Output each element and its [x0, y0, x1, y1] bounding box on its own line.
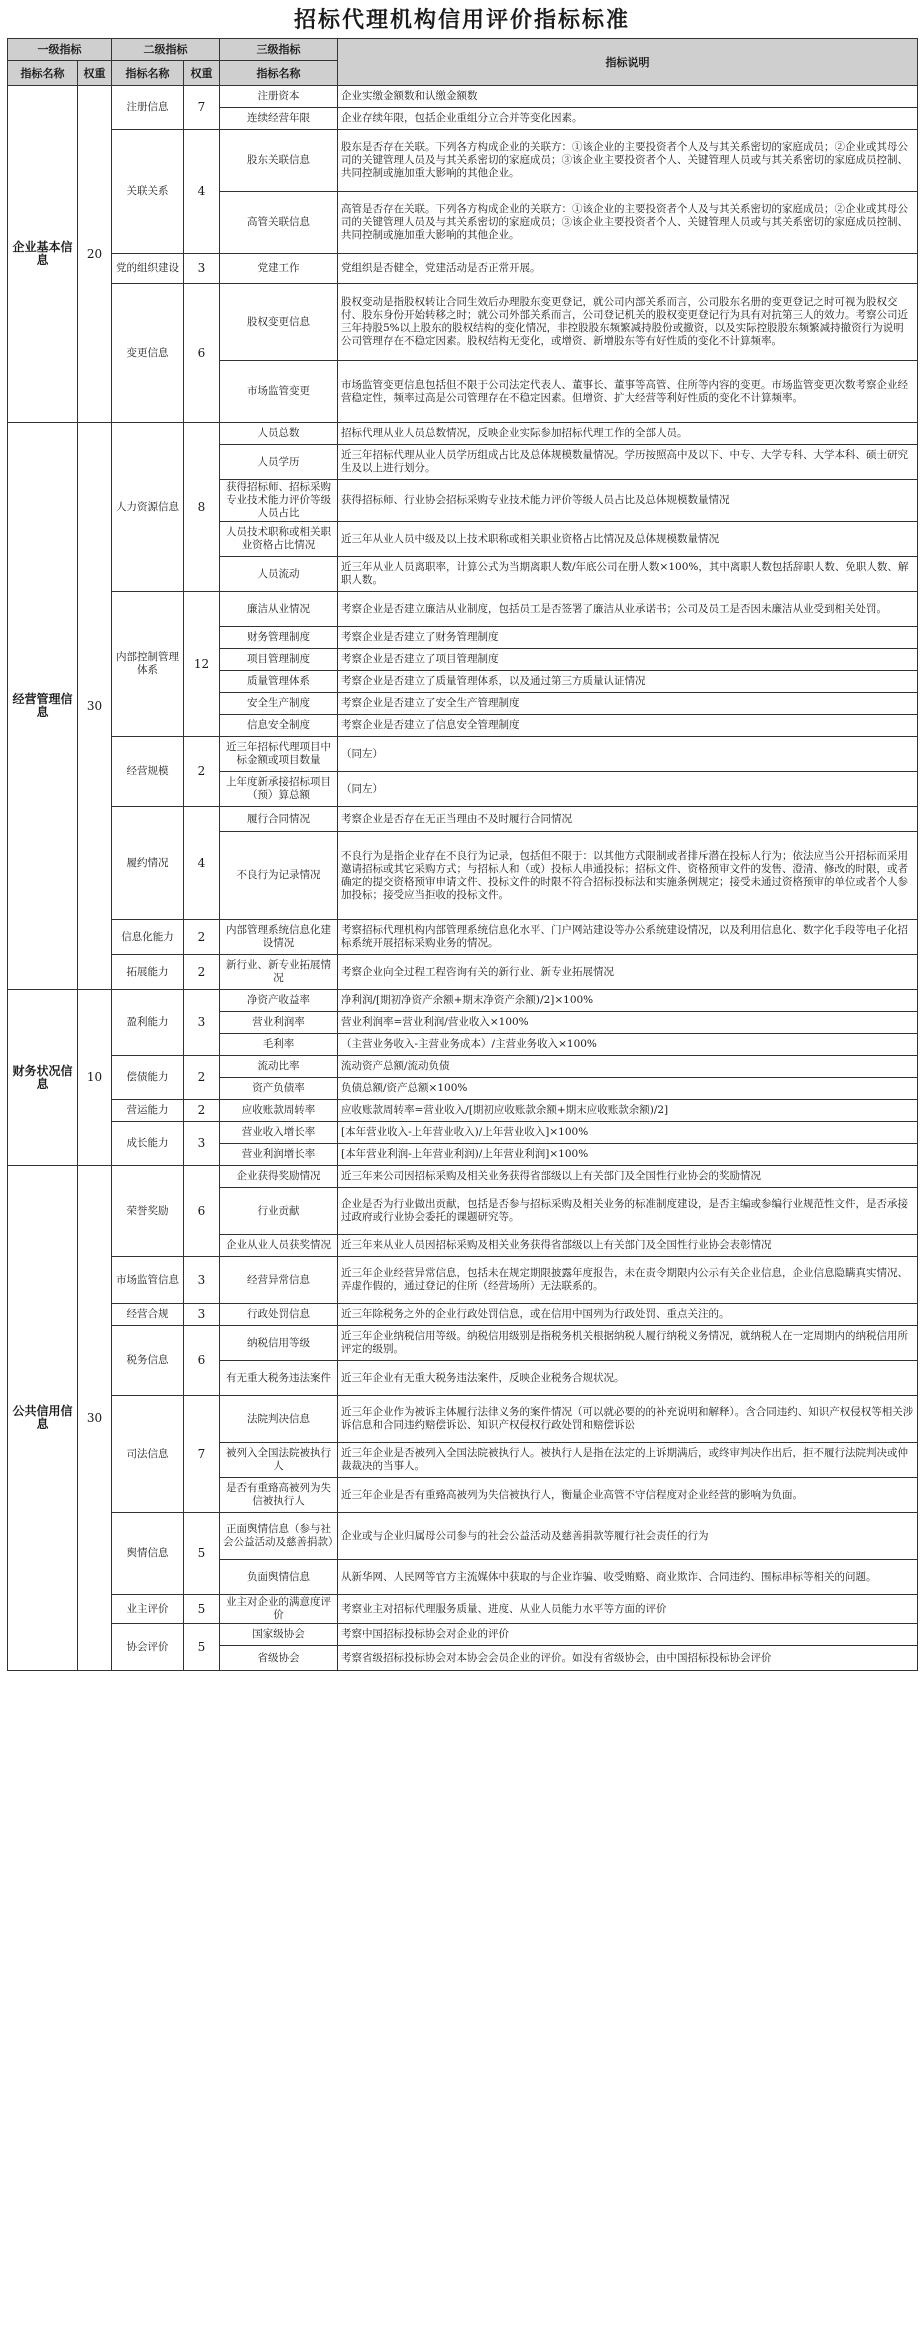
level3-name: 企业获得奖励情况 [220, 1166, 338, 1188]
table-row [8, 130, 918, 192]
indicator-description: 近三年来从业人员因招标采购及相关业务获得省部级以上有关部门及全国性行业协会表彰情况 [338, 1235, 918, 1257]
level2-name: 人力资源信息 [112, 423, 184, 592]
indicator-description: 考察企业是否建立了财务管理制度 [338, 627, 918, 649]
header-description: 指标说明 [338, 39, 918, 86]
level2-weight: 2 [184, 737, 220, 807]
indicator-description: [本年营业利润-上年营业利润)/上年营业利润]×100% [338, 1144, 918, 1166]
indicator-description: 高管是否存在关联。下列各方构成企业的关联方：①该企业的主要投资者个人及与其关系密切的家庭成员；②企业或其母公司的关键管理人员及与其关系密切的家庭成员；③该企业主要投资者个人、关键管理人员或与其关系密切的家庭成员控制、共同控制或施加重大影响的其他企业。 [338, 192, 918, 254]
level2-weight: 6 [184, 1326, 220, 1396]
level1-name: 财务状况信息 [8, 990, 78, 1166]
header-name1: 指标名称 [8, 61, 78, 86]
level2-name: 司法信息 [112, 1396, 184, 1513]
level3-name: 市场监管变更 [220, 361, 338, 423]
level1-name: 经营管理信息 [8, 423, 78, 990]
level3-name: 被列入全国法院被执行人 [220, 1443, 338, 1478]
table-row [8, 423, 918, 445]
level3-name: 近三年招标代理项目中标金额或项目数量 [220, 737, 338, 772]
level3-name: 负面舆情信息 [220, 1560, 338, 1595]
level2-name: 党的组织建设 [112, 254, 184, 284]
table-row [8, 990, 918, 1012]
level3-name: 股东关联信息 [220, 130, 338, 192]
indicator-description: [本年营业收入-上年营业收入)/上年营业收入]×100% [338, 1122, 918, 1144]
level3-name: 国家级协会 [220, 1624, 338, 1646]
level3-name: 连续经营年限 [220, 108, 338, 130]
level2-weight: 5 [184, 1513, 220, 1595]
level3-name: 财务管理制度 [220, 627, 338, 649]
level3-name: 是否有重臵高被列为失信被执行人 [220, 1478, 338, 1513]
level3-name: 营业利润增长率 [220, 1144, 338, 1166]
level3-name: 高管关联信息 [220, 192, 338, 254]
indicator-description: 企业实缴金额数和认缴金额数 [338, 86, 918, 108]
page [7, 0, 917, 1671]
indicator-description: 股权变动是指股权转让合同生效后办理股东变更登记，就公司内部关系而言，公司股东名册的变更登记之时可视为股权交付、股东身份开始转移之时；就公司外部关系而言，公司登记机关的股权变更登记行为具有对抗第三人的效力。考察公司近三年持股5%以上股东的股权结构的变化情况，非控股股东频繁减持股份或撤资，以及实际控股股东频繁减持撤资行为说明公司管理存在不稳定因素。股权结构无变化，或增资、新增股东等有好性质的变化不计算频率。 [338, 284, 918, 361]
table-row [8, 1304, 918, 1326]
indicator-description: 考察企业是否建立了项目管理制度 [338, 649, 918, 671]
indicator-description: 近三年从业人员离职率，计算公式为当期离职人数/年底公司在册人数×100%，其中离职人数包括辞职人数、免职人数、解职人数。 [338, 557, 918, 592]
indicator-description: 考察省级招标投标协会对本协会会员企业的评价。如没有省级协会，由中国招标投标协会评价 [338, 1646, 918, 1671]
level2-weight: 2 [184, 920, 220, 955]
indicator-description: 考察企业是否建立廉洁从业制度，包括员工是否签署了廉洁从业承诺书；公司及员工是否因未廉洁从业受到相关处罚。 [338, 592, 918, 627]
indicator-description: 近三年企业作为被诉主体履行法律义务的案件情况（可以就必要的的补充说明和解释）。含合同违约、知识产权侵权等相关涉诉信息和合同违约赔偿诉讼、知识产权侵权行政处罚和赔偿诉讼 [338, 1396, 918, 1443]
level2-weight: 3 [184, 254, 220, 284]
table-row [8, 592, 918, 627]
indicator-description: （主营业务收入-主营业务成本）/主营业务收入×100% [338, 1034, 918, 1056]
indicator-description: 考察招标代理机构内部管理系统信息化水平、门户网站建设等办公系统建设情况，以及利用信息化、数字化手段等电子化招标系统开展招标采购业务的情况。 [338, 920, 918, 955]
level2-name: 经营合规 [112, 1304, 184, 1326]
level3-name: 省级协会 [220, 1646, 338, 1671]
level2-name: 关联关系 [112, 130, 184, 254]
level3-name: 履行合同情况 [220, 807, 338, 832]
level3-name: 质量管理体系 [220, 671, 338, 693]
table-row [8, 1513, 918, 1560]
indicator-description: 近三年来公司因招标采购及相关业务获得省部级以上有关部门及全国性行业协会的奖励情况 [338, 1166, 918, 1188]
indicator-description: 招标代理从业人员总数情况，反映企业实际参加招标代理工作的全部人员。 [338, 423, 918, 445]
level3-name: 获得招标师、招标采购专业技术能力评价等级人员占比 [220, 480, 338, 522]
header-name3: 指标名称 [220, 61, 338, 86]
indicator-description: 考察业主对招标代理服务质量、进度、从业人员能力水平等方面的评价 [338, 1595, 918, 1624]
level2-weight: 6 [184, 1166, 220, 1257]
level3-name: 净资产收益率 [220, 990, 338, 1012]
level2-name: 税务信息 [112, 1326, 184, 1396]
indicator-description: 考察企业是否建立了安全生产管理制度 [338, 693, 918, 715]
level3-name: 廉洁从业情况 [220, 592, 338, 627]
indicator-description: 获得招标师、行业协会招标采购专业技术能力评价等级人员占比及总体规模数量情况 [338, 480, 918, 522]
level2-name: 盈利能力 [112, 990, 184, 1056]
level1-weight: 20 [78, 86, 112, 423]
indicator-description: （同左） [338, 737, 918, 772]
level3-name: 人员流动 [220, 557, 338, 592]
header-row-1 [8, 39, 918, 61]
level1-name: 企业基本信息 [8, 86, 78, 423]
header-weight2: 权重 [184, 61, 220, 86]
table-row [8, 1396, 918, 1443]
level2-name: 偿债能力 [112, 1056, 184, 1100]
level2-name: 营运能力 [112, 1100, 184, 1122]
level3-name: 人员技术职称或相关职业资格占比情况 [220, 522, 338, 557]
indicator-description: 近三年企业是否有重臵高被列为失信被执行人，衡量企业高管不守信程度对企业经营的影响为负面。 [338, 1478, 918, 1513]
level2-name: 协会评价 [112, 1624, 184, 1671]
table-row [8, 86, 918, 108]
indicator-description: 股东是否存在关联。下列各方构成企业的关联方：①该企业的主要投资者个人及与其关系密切的家庭成员；②企业或其母公司的关键管理人员及与其关系密切的家庭成员；③该企业主要投资者个人、关键管理人员或与其关系密切的家庭成员控制、共同控制或施加重大影响的其他企业。 [338, 130, 918, 192]
level3-name: 业主对企业的满意度评价 [220, 1595, 338, 1624]
criteria-table [7, 38, 918, 1671]
level2-name: 内部控制管理体系 [112, 592, 184, 737]
level3-name: 项目管理制度 [220, 649, 338, 671]
level2-name: 业主评价 [112, 1595, 184, 1624]
table-row [8, 284, 918, 361]
indicator-description: 负债总额/资产总额×100% [338, 1078, 918, 1100]
header-weight1: 权重 [78, 61, 112, 86]
header-name2: 指标名称 [112, 61, 184, 86]
indicator-description: 市场监管变更信息包括但不限于公司法定代表人、董事长、董事等高管、住所等内容的变更。市场监管变更次数考察企业经营稳定性，频率过高是公司管理存在不稳定因素。但增资、扩大经营等利好性质的变化不计算频率。 [338, 361, 918, 423]
level2-name: 履约情况 [112, 807, 184, 920]
level3-name: 营业收入增长率 [220, 1122, 338, 1144]
level3-name: 经营异常信息 [220, 1257, 338, 1304]
indicator-description: 从新华网、人民网等官方主流媒体中获取的与企业诈骗、收受贿赂、商业欺诈、合同违约、围标串标等相关的问题。 [338, 1560, 918, 1595]
level2-weight: 7 [184, 86, 220, 130]
indicator-description: 应收账款周转率=营业收入/[期初应收账款余额+期末应收账款余额)/2] [338, 1100, 918, 1122]
table-row [8, 1624, 918, 1646]
indicator-description: 近三年企业经营异常信息，包括未在规定期限披露年度报告，未在责令期限内公示有关企业信息，企业信息隐瞒真实情况、弄虚作假的，通过登记的住所（经营场所）无法联系的。 [338, 1257, 918, 1304]
level2-weight: 8 [184, 423, 220, 592]
level3-name: 毛利率 [220, 1034, 338, 1056]
level3-name: 党建工作 [220, 254, 338, 284]
indicator-description: 考察企业向全过程工程咨询有关的新行业、新专业拓展情况 [338, 955, 918, 990]
level2-weight: 3 [184, 1257, 220, 1304]
indicator-description: 考察中国招标投标协会对企业的评价 [338, 1624, 918, 1646]
level3-name: 行业贡献 [220, 1188, 338, 1235]
level3-name: 有无重大税务违法案件 [220, 1361, 338, 1396]
level2-weight: 3 [184, 1304, 220, 1326]
table-row [8, 1166, 918, 1188]
level2-weight: 6 [184, 284, 220, 423]
level3-name: 正面舆情信息（参与社会公益活动及慈善捐款） [220, 1513, 338, 1560]
level2-weight: 4 [184, 807, 220, 920]
level3-name: 行政处罚信息 [220, 1304, 338, 1326]
level2-weight: 5 [184, 1624, 220, 1671]
level2-weight: 2 [184, 1100, 220, 1122]
level2-name: 注册信息 [112, 86, 184, 130]
level3-name: 上年度新承接招标项目（预）算总额 [220, 772, 338, 807]
level3-name: 不良行为记录情况 [220, 832, 338, 920]
level3-name: 内部管理系统信息化建设情况 [220, 920, 338, 955]
level2-name: 荣誉奖励 [112, 1166, 184, 1257]
indicator-description: 近三年企业是否被列入全国法院被执行人。被执行人是指在法定的上诉期满后，或终审判决作出后，拒不履行法院判决或仲裁裁决的当事人。 [338, 1443, 918, 1478]
table-row [8, 1326, 918, 1361]
header-level3: 三级指标 [220, 39, 338, 61]
indicator-description: 近三年招标代理从业人员学历组成占比及总体规模数量情况。学历按照高中及以下、中专、大学专科、大学本科、硕士研究生及以上进行划分。 [338, 445, 918, 480]
level2-weight: 5 [184, 1595, 220, 1624]
header-level2: 二级指标 [112, 39, 220, 61]
level1-name: 公共信用信息 [8, 1166, 78, 1671]
level1-weight: 30 [78, 423, 112, 990]
indicator-description: 企业是否为行业做出贡献，包括是否参与招标采购及相关业务的标准制度建设，是否主编或参编行业规范性文件，是否承接过政府或行业协会委托的课题研究等。 [338, 1188, 918, 1235]
level1-weight: 10 [78, 990, 112, 1166]
indicator-description: 企业存续年限，包括企业重组分立合并等变化因素。 [338, 108, 918, 130]
level2-name: 舆情信息 [112, 1513, 184, 1595]
level3-name: 流动比率 [220, 1056, 338, 1078]
level2-weight: 4 [184, 130, 220, 254]
table-row [8, 1122, 918, 1144]
level3-name: 股权变更信息 [220, 284, 338, 361]
level3-name: 注册资本 [220, 86, 338, 108]
level3-name: 应收账款周转率 [220, 1100, 338, 1122]
level2-name: 信息化能力 [112, 920, 184, 955]
level3-name: 资产负债率 [220, 1078, 338, 1100]
level3-name: 纳税信用等级 [220, 1326, 338, 1361]
level2-weight: 7 [184, 1396, 220, 1513]
header-level1: 一级指标 [8, 39, 112, 61]
table-row [8, 1100, 918, 1122]
indicator-description: 营业利润率=营业利润/营业收入×100% [338, 1012, 918, 1034]
level3-name: 安全生产制度 [220, 693, 338, 715]
level3-name: 法院判决信息 [220, 1396, 338, 1443]
level2-weight: 2 [184, 1056, 220, 1100]
indicator-description: 近三年企业有无重大税务违法案件，反映企业税务合规状况。 [338, 1361, 918, 1396]
indicator-description: （同左） [338, 772, 918, 807]
level2-name: 拓展能力 [112, 955, 184, 990]
page-title: 招标代理机构信用评价指标标准 [293, 8, 630, 33]
level3-name: 新行业、新专业拓展情况 [220, 955, 338, 990]
table-row [8, 1056, 918, 1078]
indicator-description: 近三年除税务之外的企业行政处罚信息，或在信用中国列为行政处罚、重点关注的。 [338, 1304, 918, 1326]
table-body [8, 86, 918, 1671]
indicator-description: 党组织是否健全，党建活动是否正常开展。 [338, 254, 918, 284]
table-row [8, 955, 918, 990]
level3-name: 营业利润率 [220, 1012, 338, 1034]
level3-name: 人员学历 [220, 445, 338, 480]
level3-name: 人员总数 [220, 423, 338, 445]
table-row [8, 1595, 918, 1624]
indicator-description: 企业或与企业归属母公司参与的社会公益活动及慈善捐款等履行社会责任的行为 [338, 1513, 918, 1560]
indicator-description: 考察企业是否存在无正当理由不及时履行合同情况 [338, 807, 918, 832]
level1-weight: 30 [78, 1166, 112, 1671]
table-row [8, 807, 918, 832]
level2-name: 变更信息 [112, 284, 184, 423]
indicator-description: 近三年从业人员中级及以上技术职称或相关职业资格占比情况及总体规模数量情况 [338, 522, 918, 557]
indicator-description: 近三年企业纳税信用等级。纳税信用级别是指税务机关根据纳税人履行纳税义务情况，就纳税人在一定周期内的纳税信用所评定的级别。 [338, 1326, 918, 1361]
indicator-description: 不良行为是指企业存在不良行为记录，包括但不限于：以其他方式限制或者排斥潜在投标人行为；依法应当公开招标而采用邀请招标或其它采购方式；与招标人和（或）投标人串通投标；招标文件、资格预审文件的发售、澄清、修改的时限，或者确定的提交资格预审申请文件、投标文件的时限不符合招标投标法和实施条例规定；接受未通过资格预审的单位或者个人参加投标；接受应当拒收的投标文件。 [338, 832, 918, 920]
level2-weight: 3 [184, 990, 220, 1056]
level3-name: 信息安全制度 [220, 715, 338, 737]
level3-name: 企业从业人员获奖情况 [220, 1235, 338, 1257]
level2-weight: 3 [184, 1122, 220, 1166]
table-row [8, 254, 918, 284]
level2-name: 市场监管信息 [112, 1257, 184, 1304]
table-row [8, 920, 918, 955]
level2-name: 成长能力 [112, 1122, 184, 1166]
indicator-description: 考察企业是否建立了质量管理体系，以及通过第三方质量认证情况 [338, 671, 918, 693]
indicator-description: 考察企业是否建立了信息安全管理制度 [338, 715, 918, 737]
table-row [8, 1257, 918, 1304]
level2-weight: 2 [184, 955, 220, 990]
level2-name: 经营规模 [112, 737, 184, 807]
table-row [8, 737, 918, 772]
indicator-description: 流动资产总额/流动负债 [338, 1056, 918, 1078]
level2-weight: 12 [184, 592, 220, 737]
indicator-description: 净利润/[期初净资产余额+期末净资产余额)/2]×100% [338, 990, 918, 1012]
